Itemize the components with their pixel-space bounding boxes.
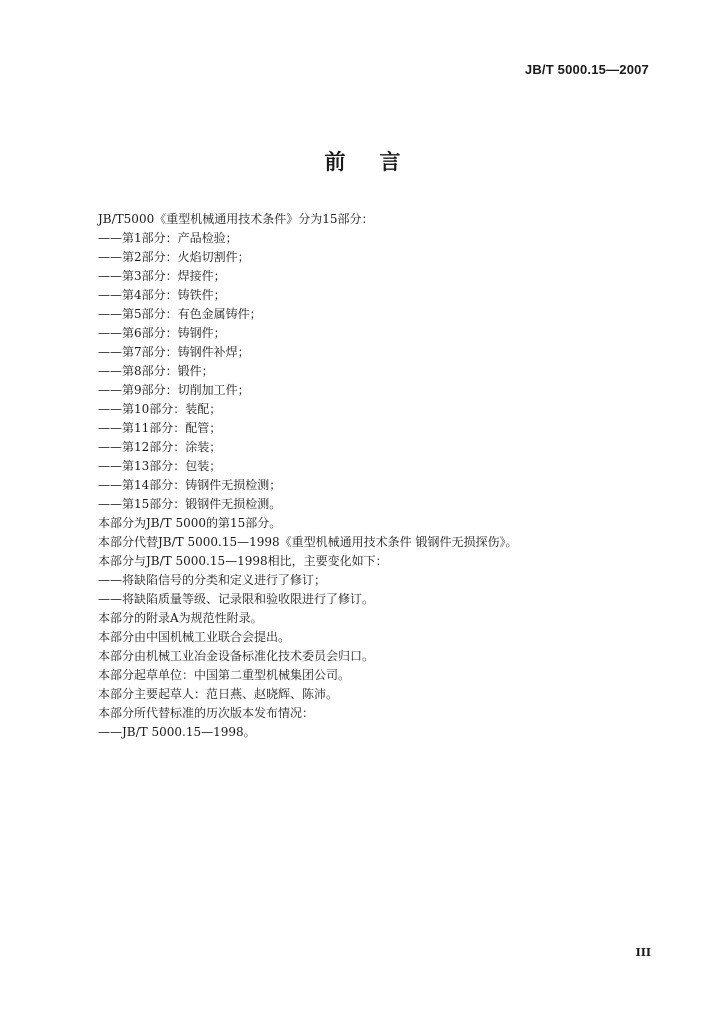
list-item: ——第10部分：装配；	[98, 402, 222, 416]
statement-line: 本部分与JB/T 5000.15—1998相比，主要变化如下：	[98, 554, 388, 568]
list-item: ——第14部分：铸钢件无损检测；	[98, 478, 282, 492]
statement-line: 本部分由中国机械工业联合会提出。	[98, 630, 291, 644]
page-title: 前言	[324, 149, 435, 174]
standard-number-header: JB/T 5000.15—2007	[524, 62, 649, 77]
statement-line: ——将缺陷质量等级、记录限和验收限进行了修订。	[98, 592, 375, 606]
statement-line: 本部分为JB/T 5000的第15部分。	[98, 516, 282, 530]
list-item: ——第11部分：配管；	[98, 421, 222, 435]
foreword-body	[98, 210, 658, 742]
list-item: ——第6部分：铸钢件；	[98, 326, 226, 340]
parts-list	[98, 229, 658, 514]
list-item: ——第13部分：包装；	[98, 459, 222, 473]
intro-line: JB/T5000《重型机械通用技术条件》分为15部分：	[98, 212, 374, 226]
list-item: ——第12部分：涂装；	[98, 440, 222, 454]
statement-line: ——将缺陷信号的分类和定义进行了修订；	[98, 573, 327, 587]
statement-line: 本部分主要起草人：范日燕、赵晓辉、陈沛。	[98, 687, 339, 701]
statement-line: 本部分的附录A为规范性附录。	[98, 611, 263, 625]
list-item: ——第4部分：铸铁件；	[98, 288, 226, 302]
list-item: ——第2部分：火焰切割件；	[98, 250, 250, 264]
statement-line: 本部分代替JB/T 5000.15—1998《重型机械通用技术条件 锻钢件无损探伤》。	[98, 535, 518, 549]
page-number: III	[635, 946, 651, 959]
list-item: ——第7部分：铸钢件补焊；	[98, 345, 250, 359]
list-item: ——第8部分：锻件；	[98, 364, 214, 378]
statement-line: 本部分所代替标准的历次版本发布情况：	[98, 706, 315, 720]
statements-list	[98, 514, 658, 742]
list-item: ——第1部分：产品检验；	[98, 231, 238, 245]
list-item: ——第5部分：有色金属铸件；	[98, 307, 262, 321]
statement-line: 本部分起草单位：中国第二重型机械集团公司。	[98, 668, 351, 682]
statement-line: 本部分由机械工业冶金设备标准化技术委员会归口。	[98, 649, 375, 663]
list-item: ——第9部分：切削加工件；	[98, 383, 250, 397]
statement-line: ——JB/T 5000.15—1998。	[98, 725, 256, 739]
list-item: ——第15部分：锻钢件无损检测。	[98, 497, 282, 511]
list-item: ——第3部分：焊接件；	[98, 269, 226, 283]
